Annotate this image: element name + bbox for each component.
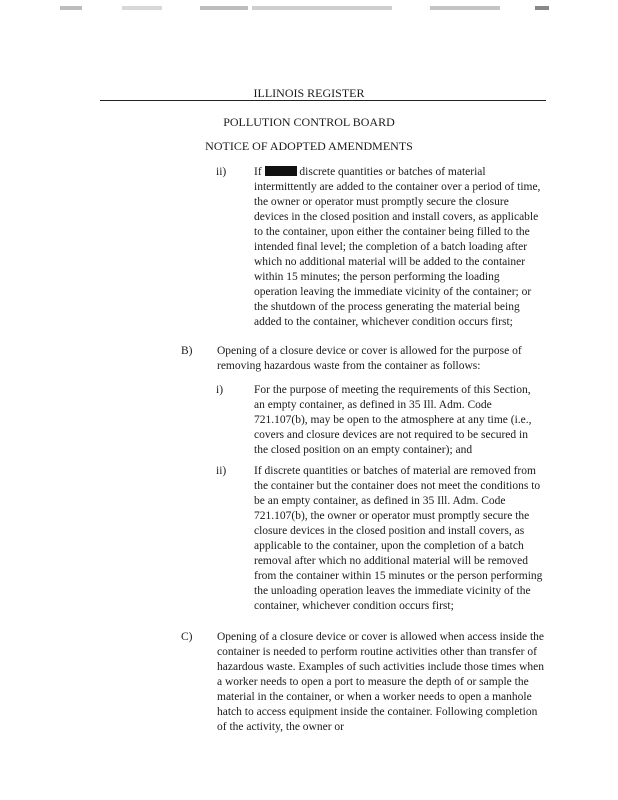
header-rule (100, 100, 546, 101)
redaction-block (265, 166, 297, 176)
item-c-text: Opening of a closure device or cover is allowed when access inside the container is needed to perform routine activities other than transfer of hazardous waste. Examples of such activities include those times when a worker needs to open a port to measure the depth of or sample the material in the container, or when a worker needs to open a manhole hatch to access equipment inside the container. Following completion of the activity, the owner or (217, 631, 545, 733)
register-title: ILLINOIS REGISTER (253, 86, 365, 100)
item-b-i-label: i) (216, 384, 224, 396)
item-a-ii-body: discrete quantities or batches of material intermittently are added to the container over a period of time, the owner or operator must promptly secure the closure devices in the closed position and install covers, as applicable to the container, upon either the container being filled to the intended final level; the completion of a batch loading after which no additional material will be added to the container within 15 minutes; the person performing the loading operation leaving the immediate vicinity of the container; or the shutdown of the process generating the material being added to the container, whichever condition occurs first; (254, 166, 541, 328)
item-b-ii-text: If discrete quantities or batches of material are removed from the container but the container does not meet the conditions to be an empty container, as defined in 35 Ill. Adm. Code 721.107(b), the owner or operator must promptly secure the closure devices in the closed position and install covers, as applicable to the container, upon the completion of a batch removal after which no additional material will be removed from the container within 15 minutes or the person performing the unloading operation leaves the immediate vicinity of the container, whichever condition occurs first; (254, 465, 543, 612)
item-b-label: B) (181, 345, 193, 357)
item-b-ii-label: ii) (216, 465, 227, 477)
item-b-text: Opening of a closure device or cover is allowed for the purpose of removing hazardous waste from the container as follows: (217, 345, 522, 372)
item-b-i-text: For the purpose of meeting the requirements of this Section, an empty container, as defined in 35 Ill. Adm. Code 721.107(b), may be open to the atmosphere at any time (i.e., covers and closure devices are not required to be secured in the closed position on an empty container); and (254, 384, 532, 456)
item-a-ii-text (254, 165, 544, 330)
item-a-ii-label: ii) (216, 166, 227, 178)
notice-title: NOTICE OF ADOPTED AMENDMENTS (205, 139, 413, 153)
board-title: POLLUTION CONTROL BOARD (223, 115, 395, 129)
item-a-ii-lead: If (254, 166, 262, 178)
scan-artifact-strip (0, 6, 618, 12)
item-c-label: C) (181, 631, 193, 643)
